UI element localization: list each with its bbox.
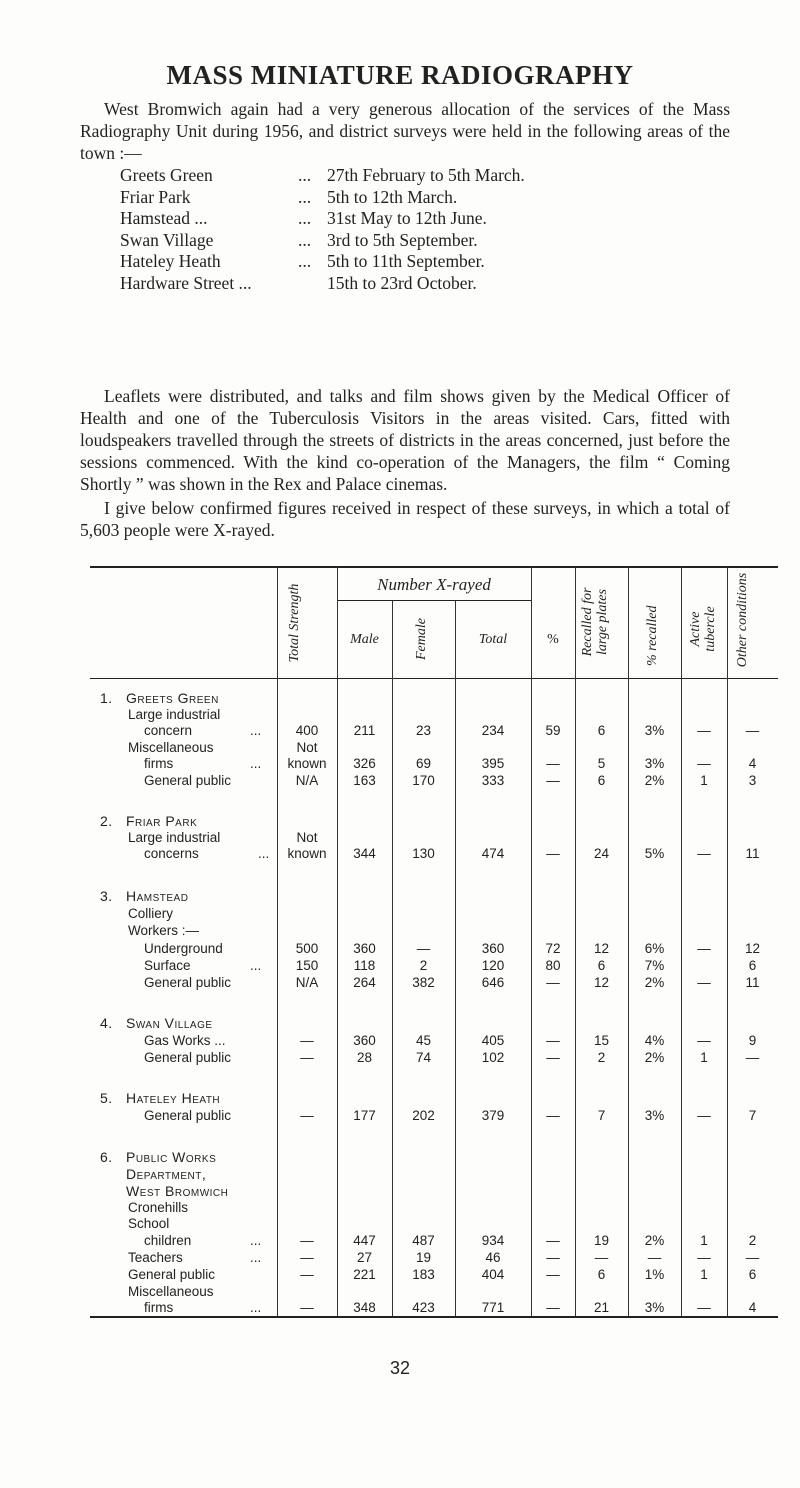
section-name: Greets Green	[126, 690, 219, 706]
table-cell: —	[697, 723, 711, 738]
row-label: General public	[144, 975, 232, 990]
row-dots: ...	[250, 1250, 262, 1265]
table-cell: 130	[412, 846, 435, 861]
table-cell: 264	[353, 975, 376, 990]
section-name: Public Works	[126, 1149, 217, 1165]
table-cell: 379	[481, 1108, 505, 1123]
table-cell: 183	[412, 1267, 435, 1282]
table-cell: —	[546, 1300, 560, 1315]
row-label: Large industrial	[128, 830, 221, 845]
table-cell: —	[697, 1250, 711, 1265]
section-name-cont: Department,	[126, 1166, 207, 1182]
row-label: School	[128, 1216, 170, 1231]
row-label: Gas Works ...	[144, 1033, 226, 1048]
table-cell: 7	[748, 1108, 757, 1123]
survey-item	[120, 187, 720, 209]
table-cell: 11	[745, 975, 760, 990]
table-cell: —	[300, 1050, 314, 1065]
table-cell: 4%	[644, 1033, 665, 1048]
row-label: children	[144, 1233, 192, 1248]
table-cell: 2	[748, 1233, 757, 1248]
table-cell: —	[546, 1108, 560, 1123]
table-cell: —	[697, 941, 711, 956]
table-cell: —	[300, 1267, 314, 1282]
table-cell: 27	[356, 1250, 373, 1265]
table-cell: 5%	[644, 846, 665, 861]
table-cell: 221	[353, 1267, 376, 1282]
header-female: Female	[414, 618, 429, 660]
table-cell: 202	[412, 1108, 435, 1123]
table-cell: —	[697, 1108, 711, 1123]
table-cell: —	[546, 1033, 560, 1048]
table-cell: 447	[353, 1233, 376, 1248]
col-rule	[681, 567, 682, 1316]
survey-area: Friar Park	[120, 186, 191, 207]
table-cell: 163	[353, 773, 376, 788]
table-cell: —	[300, 1300, 314, 1315]
header-active: Active tubercle	[688, 606, 718, 652]
header-bottom-rule	[90, 678, 778, 679]
row-dots: ...	[250, 1300, 262, 1315]
table-cell: 1	[700, 1233, 708, 1248]
table-cell: —	[697, 1033, 711, 1048]
table-cell: 4	[748, 756, 757, 771]
survey-area: Hamstead ...	[120, 208, 208, 229]
row-label: Colliery	[128, 906, 174, 921]
header-total-strength: Total Strength	[287, 583, 302, 663]
table-cell: 3%	[644, 1300, 665, 1315]
survey-item	[120, 165, 720, 187]
table-cell: 360	[353, 941, 376, 956]
table-cell: 45	[415, 1033, 432, 1048]
table-cell: 23	[415, 723, 432, 738]
table-cell: 15	[593, 1033, 610, 1048]
row-label: Miscellaneous	[128, 740, 214, 755]
survey-item	[120, 230, 720, 252]
table-cell: 150	[295, 958, 319, 973]
table-cell: —	[594, 1250, 609, 1265]
table-cell: 1	[700, 773, 708, 788]
table-cell: 400	[295, 723, 319, 738]
survey-item	[120, 273, 720, 295]
table-cell: 4	[748, 1300, 757, 1315]
table-cell: 118	[353, 958, 376, 973]
row-label: Underground	[144, 941, 223, 956]
table-cell: 80	[545, 958, 561, 973]
table-cell: 3%	[644, 1108, 665, 1123]
section-number: 5.	[100, 1090, 113, 1106]
row-label: concern	[144, 723, 193, 738]
header-pct-recalled: % recalled	[645, 605, 660, 666]
table-cell: 360	[353, 1033, 376, 1048]
row-label: Miscellaneous	[128, 1284, 214, 1299]
col-rule	[455, 601, 456, 1316]
table-cell: —	[697, 756, 711, 771]
page-title: MASS MINIATURE RADIOGRAPHY	[166, 60, 634, 90]
row-label: concerns	[144, 846, 199, 861]
table-cell: 12	[593, 975, 610, 990]
row-label: firms	[144, 1300, 174, 1315]
section-number: 2.	[100, 813, 113, 829]
page-number: 32	[389, 1358, 411, 1378]
table-cell: —	[546, 975, 560, 990]
row-label: Workers :—	[128, 923, 200, 938]
table-cell: 344	[353, 846, 376, 861]
row-label: General public	[144, 1108, 232, 1123]
table-cell: 234	[481, 723, 505, 738]
table-cell: 6	[597, 773, 606, 788]
table-cell: —	[546, 1050, 560, 1065]
not-label: Not	[296, 830, 318, 845]
survey-dots: ...	[298, 186, 312, 207]
col-rule	[628, 567, 629, 1316]
table-cell: 11	[745, 846, 760, 861]
survey-list	[120, 165, 720, 295]
header-number-xrayed: Number X-rayed	[377, 575, 491, 594]
survey-area: Hardware Street ...	[120, 272, 252, 293]
table-cell: —	[546, 1233, 560, 1248]
survey-dates: 15th to 23rd October.	[327, 272, 477, 293]
table-cell: 348	[353, 1300, 376, 1315]
table-cell: 170	[412, 773, 435, 788]
table-cell: —	[300, 1233, 314, 1248]
intro-paragraph: West Bromwich again had a very generous allocation of the services of the Mass Radiography Unit during 1956, and district surveys were held in the following areas of the town :—	[80, 99, 730, 163]
table-cell: —	[416, 941, 431, 956]
row-dots: ...	[250, 1233, 262, 1248]
section-name-cont: West Bromwich	[126, 1183, 229, 1199]
table-cell: 102	[481, 1050, 505, 1065]
table-cell: 423	[412, 1300, 435, 1315]
table-cell: 12	[593, 941, 610, 956]
table-cell: 1%	[644, 1267, 665, 1282]
table-cell: 6	[597, 1267, 606, 1282]
table-cell: —	[546, 1250, 560, 1265]
survey-dots: ...	[298, 165, 312, 185]
table-cell: 12	[744, 941, 761, 956]
table-cell: 395	[481, 756, 505, 771]
table-cell: 7%	[644, 958, 665, 973]
table-cell: 326	[353, 756, 376, 771]
table-cell: N/A	[295, 975, 319, 990]
col-rule	[531, 567, 532, 1316]
survey-dots: ...	[298, 251, 312, 272]
table-cell: 7	[597, 1108, 606, 1123]
table-cell: 500	[295, 941, 319, 956]
table-cell: 360	[481, 941, 505, 956]
table-cell: —	[697, 975, 711, 990]
section-number: 6.	[100, 1149, 113, 1165]
survey-area: Hateley Heath	[120, 251, 221, 272]
table-cell: 474	[481, 846, 505, 861]
table-cell: 3	[748, 773, 757, 788]
table-cell: —	[745, 1050, 760, 1065]
survey-dots: ...	[298, 229, 312, 250]
table-cell: 28	[356, 1050, 373, 1065]
survey-dates: 3rd to 5th September.	[327, 229, 478, 250]
section-number: 3.	[100, 888, 113, 904]
table-cell: 46	[485, 1250, 501, 1265]
section-name: Hateley Heath	[126, 1090, 221, 1106]
row-label: General public	[144, 773, 232, 788]
section-name: Friar Park	[126, 813, 198, 829]
table-cell: known	[287, 846, 327, 861]
table-cell: —	[647, 1250, 662, 1265]
table-cell: 2%	[644, 773, 665, 788]
table-cell: 3%	[644, 756, 665, 771]
survey-area: Swan Village	[120, 229, 214, 250]
header-male: Male	[350, 632, 379, 647]
row-label: Teachers	[128, 1250, 183, 1265]
table-cell: 405	[481, 1033, 505, 1048]
col-rule	[277, 567, 278, 1316]
table-cell: 74	[415, 1050, 432, 1065]
section-number: 1.	[100, 690, 113, 706]
table-cell: —	[546, 1267, 560, 1282]
table-cell: —	[300, 1033, 314, 1048]
section-name: Swan Village	[126, 1015, 213, 1031]
survey-dates: 27th February to 5th March.	[327, 165, 525, 185]
table-bottom-rule	[90, 1316, 778, 1318]
table-cell: 6	[597, 958, 606, 973]
table-cell: 6	[748, 1267, 757, 1282]
table-cell: —	[300, 1108, 314, 1123]
row-label: Large industrial	[128, 707, 221, 722]
header-other: Other conditions	[735, 572, 750, 668]
table-cell: N/A	[295, 773, 319, 788]
table-cell: —	[300, 1250, 314, 1265]
table-cell: 2	[597, 1050, 606, 1065]
table-cell: 120	[481, 958, 505, 973]
table-top-rule	[90, 566, 778, 568]
table-cell: 6%	[644, 941, 665, 956]
table-cell: 771	[481, 1300, 505, 1315]
not-label: Not	[296, 740, 318, 755]
header-percent: %	[547, 632, 559, 647]
survey-dates: 5th to 11th September.	[327, 251, 485, 272]
table-cell: 2%	[644, 1050, 665, 1065]
row-label: General public	[128, 1267, 216, 1282]
table-cell: 1	[700, 1267, 708, 1282]
col-rule	[337, 567, 338, 1316]
col-rule	[727, 567, 728, 1316]
table-cell: 19	[415, 1250, 432, 1265]
row-label: firms	[144, 756, 174, 771]
table-cell: —	[546, 846, 560, 861]
table-cell: 19	[593, 1233, 610, 1248]
table-cell: —	[745, 1250, 760, 1265]
row-dots: ...	[250, 723, 262, 738]
table-cell: 59	[545, 723, 561, 738]
table-cell: 6	[597, 723, 606, 738]
table-cell: —	[546, 756, 560, 771]
table-cell: 487	[412, 1233, 435, 1248]
section-number: 4.	[100, 1015, 113, 1031]
header-recalled: Recalled for large plates	[580, 587, 610, 657]
header-total: Total	[478, 632, 508, 647]
col-rule	[392, 601, 393, 1316]
number-xrayed-underline	[337, 600, 531, 601]
table-cell: 3%	[644, 723, 665, 738]
row-dots: ...	[250, 756, 262, 771]
table-cell: 72	[545, 941, 561, 956]
table-cell: 6	[748, 958, 757, 973]
table-cell: 21	[593, 1300, 610, 1315]
survey-item	[120, 251, 720, 273]
table-cell: 934	[481, 1233, 505, 1248]
table-cell: 404	[481, 1267, 505, 1282]
survey-area: Greets Green	[120, 165, 213, 185]
survey-item	[120, 208, 720, 230]
table-cell: —	[697, 1300, 711, 1315]
row-label: Cronehills	[128, 1200, 189, 1215]
table-cell: 2%	[644, 975, 665, 990]
table-cell: 1	[700, 1050, 708, 1065]
table-cell: —	[546, 773, 560, 788]
summary-paragraph: I give below confirmed figures received in respect of these surveys, in which a total of 5,603 people were X-rayed.	[80, 498, 730, 540]
table-cell: 2	[419, 958, 428, 973]
table-cell: —	[697, 846, 711, 861]
survey-dates: 31st May to 12th June.	[327, 208, 487, 229]
table-cell: —	[745, 723, 760, 738]
table-cell: 177	[353, 1108, 376, 1123]
table-cell: 24	[593, 846, 610, 861]
row-dots: ...	[258, 846, 270, 861]
survey-dots: ...	[298, 208, 312, 229]
table-cell: 211	[353, 723, 376, 738]
row-dots: ...	[250, 958, 262, 973]
table-cell: 2%	[644, 1233, 665, 1248]
survey-dates: 5th to 12th March.	[327, 186, 458, 207]
table-cell: 9	[748, 1033, 757, 1048]
row-label: Surface	[144, 958, 191, 973]
col-rule	[575, 567, 576, 1316]
row-label: General public	[144, 1050, 232, 1065]
table-cell: 646	[481, 975, 505, 990]
table-cell: 382	[412, 975, 435, 990]
publicity-paragraph: Leaflets were distributed, and talks and film shows given by the Medical Officer of Health and one of the Tuberculosis Visitors in the areas visited. Cars, fitted with loudspeakers travelled through the streets of districts in the areas concerned, just before the sessions commenced. With the kind co-operation of the Managers, the film “ Coming Shortly ” was shown in the Rex and Palace cinemas.	[80, 386, 730, 494]
section-name: Hamstead	[126, 888, 189, 904]
table-cell: 333	[481, 773, 505, 788]
table-cell: 69	[415, 756, 432, 771]
table-cell: known	[287, 756, 327, 771]
table-cell: 5	[597, 756, 606, 771]
